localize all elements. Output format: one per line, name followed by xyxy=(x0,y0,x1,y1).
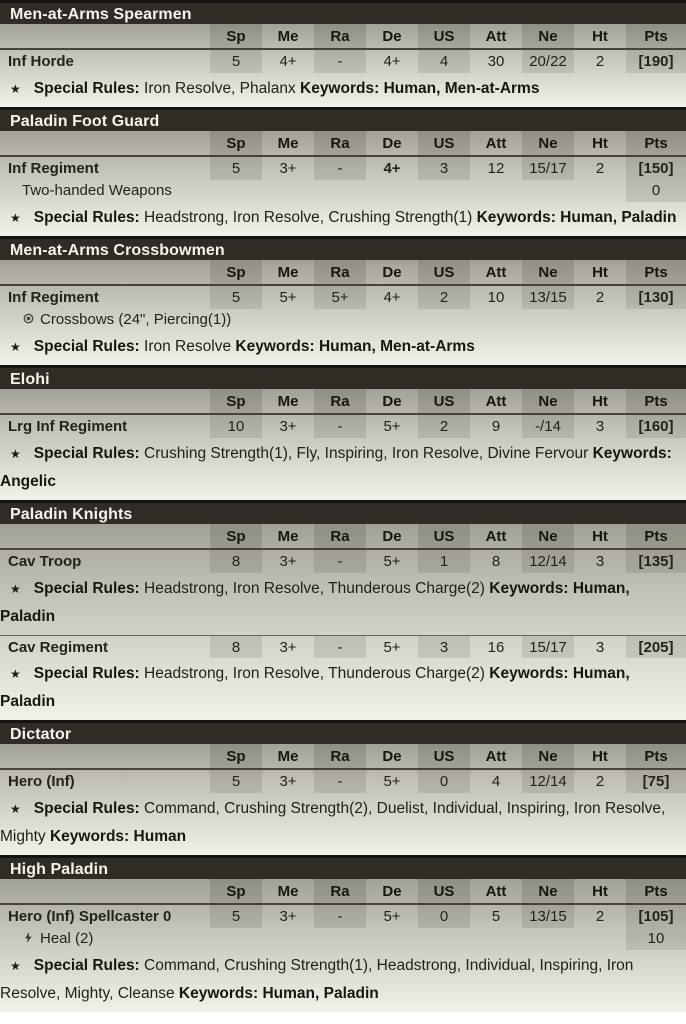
keywords-group xyxy=(235,338,474,355)
upgrade-points-value: 0 xyxy=(626,180,686,202)
special-rules-line xyxy=(0,573,686,635)
stat-header-spacer xyxy=(0,260,210,284)
special-rules-text: Command, Crushing Strength(1), Headstrong, Individual, Inspiring, Iron Resolve, Mighty, Cleanse xyxy=(0,957,634,1002)
stat-column-header: Sp xyxy=(210,744,262,768)
unit-stat-row xyxy=(0,50,686,73)
stat-value: 20/22 xyxy=(522,50,574,73)
stat-value: 2 xyxy=(595,773,605,790)
stat-column-header: Pts xyxy=(626,24,686,48)
stat-value: 8 xyxy=(210,550,262,573)
keywords-label: Keywords: xyxy=(476,209,556,226)
points-value: [205] xyxy=(626,636,686,658)
keywords-label: Keywords: xyxy=(592,445,672,462)
stat-column-header: De xyxy=(382,264,402,281)
special-rules-text: Iron Resolve, Phalanx xyxy=(144,80,296,97)
special-rules-star-icon: ★ xyxy=(10,447,21,461)
stat-header-row xyxy=(0,260,686,286)
stat-column-header: Ra xyxy=(314,389,366,413)
keywords-text: Human, Paladin xyxy=(560,209,677,226)
stat-column-header: Sp xyxy=(210,524,262,548)
stat-value: 3 xyxy=(595,418,605,435)
stat-column-header: Sp xyxy=(210,260,262,284)
stat-value: 2 xyxy=(595,160,605,177)
special-rules-text: Headstrong, Iron Resolve, Crushing Strength(1) xyxy=(144,209,473,226)
stat-value: 15/17 xyxy=(522,157,574,180)
stat-column-header: US xyxy=(418,879,470,903)
stat-header-row xyxy=(0,131,686,157)
stat-column-header: Ra xyxy=(314,260,366,284)
stat-value: 4 xyxy=(418,50,470,73)
stat-column-header: Att xyxy=(485,748,507,765)
upgrade-name xyxy=(0,309,626,331)
stat-column-header: Ne xyxy=(522,744,574,768)
keywords-group xyxy=(477,209,677,226)
unit-name: Cav Troop xyxy=(8,553,82,570)
stat-value: 2 xyxy=(595,289,605,306)
stat-column-header: Me xyxy=(277,883,299,900)
stat-header-row xyxy=(0,524,686,550)
stat-value: 3 xyxy=(595,639,605,656)
spell-bolt-icon xyxy=(22,928,35,950)
stat-value: 5+ xyxy=(383,773,401,790)
keywords-group xyxy=(179,985,379,1002)
unit-name-header: High Paladin xyxy=(0,855,686,879)
stat-column-header: De xyxy=(382,883,402,900)
special-rules-label: Special Rules: xyxy=(33,209,140,226)
stat-column-header: Pts xyxy=(626,744,686,768)
points-value: [135] xyxy=(626,550,686,573)
unit-stat-row xyxy=(0,770,686,793)
stat-header-spacer xyxy=(0,389,210,413)
special-rules-star-icon: ★ xyxy=(10,582,21,596)
stat-value: 12 xyxy=(487,160,505,177)
stat-value: 5 xyxy=(210,50,262,73)
keywords-label: Keywords: xyxy=(489,665,569,682)
special-rules-star-icon: ★ xyxy=(10,667,21,681)
stat-value: - xyxy=(314,905,366,928)
upgrade-points-value: 10 xyxy=(626,928,686,950)
upgrade-name xyxy=(0,928,626,950)
keywords-text: Angelic xyxy=(0,473,56,490)
stat-column-header: Ra xyxy=(314,524,366,548)
keywords-text: Human, Men-at-Arms xyxy=(318,338,475,355)
stat-column-header: Me xyxy=(277,748,299,765)
stat-value: 1 xyxy=(418,550,470,573)
points-value: [130] xyxy=(626,286,686,309)
stat-value: 0 xyxy=(418,905,470,928)
stat-column-header: Me xyxy=(277,264,299,281)
stat-value: 5 xyxy=(210,905,262,928)
stat-value: 3 xyxy=(595,553,605,570)
special-rules-star-icon: ★ xyxy=(10,959,21,973)
unit-name: Inf Regiment xyxy=(8,289,99,306)
special-rules-line xyxy=(0,73,686,107)
stat-value: 4+ xyxy=(383,160,401,177)
stat-value: - xyxy=(314,157,366,180)
stat-column-header: De xyxy=(382,748,402,765)
stat-header-spacer xyxy=(0,131,210,155)
stat-value: 15/17 xyxy=(522,636,574,658)
points-value: [105] xyxy=(626,905,686,928)
stat-column-header: De xyxy=(382,28,402,45)
stat-column-header: Ht xyxy=(592,135,608,152)
stat-column-header: Me xyxy=(277,28,299,45)
stat-value: 3+ xyxy=(279,160,297,177)
unit-name-header: Men-at-Arms Spearmen xyxy=(0,0,686,24)
upgrade-label: Heal (2) xyxy=(40,930,94,947)
stat-value: 8 xyxy=(210,636,262,658)
stat-column-header: De xyxy=(382,393,402,410)
stat-header-row xyxy=(0,744,686,770)
stat-column-header: Ht xyxy=(592,528,608,545)
unit-section-body xyxy=(0,389,686,500)
keywords-label: Keywords: xyxy=(49,828,130,845)
stat-column-header: Ne xyxy=(522,24,574,48)
special-rules-line xyxy=(0,950,686,1012)
special-rules-star-icon: ★ xyxy=(10,340,21,354)
stat-column-header: US xyxy=(418,524,470,548)
special-rules-label: Special Rules: xyxy=(33,957,140,974)
stat-header-spacer xyxy=(0,879,210,903)
stat-value: 4+ xyxy=(383,53,401,70)
unit-name-header: Elohi xyxy=(0,365,686,389)
special-rules-text: Iron Resolve xyxy=(144,338,232,355)
unit-section-body xyxy=(0,879,686,1012)
unit-section-body xyxy=(0,24,686,107)
unit-stat-row xyxy=(0,415,686,438)
stat-value: 2 xyxy=(418,286,470,309)
special-rules-label: Special Rules: xyxy=(33,338,140,355)
unit-name: Lrg Inf Regiment xyxy=(8,418,128,435)
special-rules-label: Special Rules: xyxy=(33,80,140,97)
stat-column-header: Ra xyxy=(314,879,366,903)
stat-header-spacer xyxy=(0,24,210,48)
unit-section xyxy=(0,107,686,236)
stat-value: 10 xyxy=(487,289,505,306)
stat-value: 5+ xyxy=(383,553,401,570)
stat-value: - xyxy=(314,550,366,573)
stat-value: 9 xyxy=(491,418,501,435)
stat-value: - xyxy=(314,636,366,658)
stat-value: 2 xyxy=(418,415,470,438)
stat-column-header: Pts xyxy=(626,260,686,284)
stat-value: 30 xyxy=(487,53,505,70)
upgrade-row xyxy=(0,180,686,202)
keywords-text: Human, Men-at-Arms xyxy=(383,80,540,97)
special-rules-line xyxy=(0,793,686,855)
points-value: [190] xyxy=(626,50,686,73)
stat-column-header: Pts xyxy=(626,879,686,903)
upgrade-row xyxy=(0,928,686,950)
special-rules-line xyxy=(0,202,686,236)
stat-column-header: Ra xyxy=(314,744,366,768)
stat-value: 3+ xyxy=(279,418,297,435)
stat-column-header: Pts xyxy=(626,131,686,155)
unit-section-body xyxy=(0,524,686,720)
stat-column-header: Ht xyxy=(592,393,608,410)
stat-column-header: Sp xyxy=(210,879,262,903)
keywords-label: Keywords: xyxy=(178,985,259,1002)
stat-header-row xyxy=(0,389,686,415)
stat-value: 3+ xyxy=(279,908,297,925)
stat-column-header: Ht xyxy=(592,883,608,900)
stat-value: 5 xyxy=(210,157,262,180)
stat-value: 3+ xyxy=(279,639,297,656)
unit-name: Inf Regiment xyxy=(8,160,99,177)
upgrade-points-value xyxy=(626,309,686,331)
unit-section-body xyxy=(0,260,686,365)
special-rules-star-icon: ★ xyxy=(10,802,21,816)
stat-value: 4+ xyxy=(279,53,297,70)
stat-column-header: De xyxy=(382,528,402,545)
unit-name: Inf Horde xyxy=(8,53,74,70)
keywords-label: Keywords: xyxy=(489,580,569,597)
special-rules-line xyxy=(0,658,686,720)
unit-name-header: Dictator xyxy=(0,720,686,744)
stat-value: 4 xyxy=(491,773,501,790)
unit-name-header: Men-at-Arms Crossbowmen xyxy=(0,236,686,260)
stat-column-header: Att xyxy=(485,135,507,152)
stat-column-header: Me xyxy=(277,528,299,545)
stat-header-spacer xyxy=(0,744,210,768)
stat-column-header: US xyxy=(418,260,470,284)
stat-value: 5+ xyxy=(279,289,297,306)
unit-stat-row xyxy=(0,905,686,928)
stat-column-header: Ra xyxy=(314,24,366,48)
keywords-label: Keywords: xyxy=(235,338,315,355)
unit-name: Hero (Inf) xyxy=(8,773,75,790)
unit-section xyxy=(0,500,686,720)
special-rules-star-icon: ★ xyxy=(10,211,21,225)
upgrade-label: Two-handed Weapons xyxy=(22,182,172,199)
stat-column-header: Att xyxy=(485,393,507,410)
special-rules-text: Command, Crushing Strength(2), Duelist, Individual, Inspiring, Iron Resolve, Mighty xyxy=(0,800,666,845)
stat-value: 12/14 xyxy=(522,550,574,573)
keywords-text: Human, Paladin xyxy=(0,665,630,710)
stat-value: - xyxy=(314,770,366,793)
stat-column-header: De xyxy=(382,135,402,152)
special-rules-line xyxy=(0,438,686,500)
special-rules-label: Special Rules: xyxy=(33,445,140,462)
stat-value: 4+ xyxy=(383,289,401,306)
keywords-group xyxy=(300,80,539,97)
keywords-group xyxy=(50,828,186,845)
stat-column-header: Ne xyxy=(522,879,574,903)
stat-column-header: Ne xyxy=(522,389,574,413)
special-rules-text: Crushing Strength(1), Fly, Inspiring, Iron Resolve, Divine Fervour xyxy=(144,445,589,462)
points-value: [150] xyxy=(626,157,686,180)
stat-value: 5 xyxy=(210,286,262,309)
stat-column-header: US xyxy=(418,389,470,413)
special-rules-label: Special Rules: xyxy=(33,665,140,682)
upgrade-row xyxy=(0,309,686,331)
keywords-text: Human, Paladin xyxy=(262,985,379,1002)
stat-value: 0 xyxy=(418,770,470,793)
unit-stat-row xyxy=(0,286,686,309)
special-rules-line xyxy=(0,331,686,365)
stat-value: 10 xyxy=(210,415,262,438)
stat-column-header: Ht xyxy=(592,28,608,45)
stat-column-header: Att xyxy=(485,528,507,545)
stat-value: 3+ xyxy=(279,773,297,790)
stat-header-spacer xyxy=(0,524,210,548)
points-value: [160] xyxy=(626,415,686,438)
stat-column-header: Me xyxy=(277,135,299,152)
stat-value: 3 xyxy=(418,157,470,180)
special-rules-label: Special Rules: xyxy=(33,800,140,817)
stat-value: - xyxy=(314,415,366,438)
unit-section xyxy=(0,855,686,1012)
stat-value: 13/15 xyxy=(522,905,574,928)
keywords-label: Keywords: xyxy=(300,80,380,97)
stat-column-header: Pts xyxy=(626,389,686,413)
stat-value: - xyxy=(314,50,366,73)
stat-value: 5 xyxy=(491,908,501,925)
stat-value: 13/15 xyxy=(522,286,574,309)
stat-value: 2 xyxy=(595,908,605,925)
unit-section xyxy=(0,720,686,855)
stat-value: 8 xyxy=(491,553,501,570)
unit-section-body xyxy=(0,744,686,855)
unit-stat-row xyxy=(0,550,686,573)
special-rules-label: Special Rules: xyxy=(33,580,140,597)
keywords-text: Human, Paladin xyxy=(0,580,630,625)
upgrade-name xyxy=(0,180,626,202)
unit-name-header: Paladin Knights xyxy=(0,500,686,524)
stat-column-header: Pts xyxy=(626,524,686,548)
ranged-attack-icon xyxy=(22,309,35,331)
stat-value: 5 xyxy=(210,770,262,793)
special-rules-star-icon: ★ xyxy=(10,82,21,96)
special-rules-text: Headstrong, Iron Resolve, Thunderous Charge(2) xyxy=(144,580,485,597)
stat-column-header: Att xyxy=(485,883,507,900)
unit-section xyxy=(0,236,686,365)
unit-stat-row xyxy=(0,635,686,658)
stat-value: 5+ xyxy=(383,908,401,925)
stat-header-row xyxy=(0,24,686,50)
unit-stat-row xyxy=(0,157,686,180)
stat-column-header: Sp xyxy=(210,24,262,48)
stat-column-header: Me xyxy=(277,393,299,410)
unit-name-header: Paladin Foot Guard xyxy=(0,107,686,131)
unit-name: Hero (Inf) Spellcaster 0 xyxy=(8,908,172,925)
stat-value: 3+ xyxy=(279,553,297,570)
stat-value: 16 xyxy=(487,639,505,656)
stat-column-header: Sp xyxy=(210,131,262,155)
stat-value: 3 xyxy=(418,636,470,658)
stat-column-header: Ht xyxy=(592,748,608,765)
stat-value: 2 xyxy=(595,53,605,70)
keywords-text: Human xyxy=(133,828,187,845)
stat-header-row xyxy=(0,879,686,905)
stat-column-header: Ht xyxy=(592,264,608,281)
stat-value: 12/14 xyxy=(522,770,574,793)
unit-name: Cav Regiment xyxy=(8,639,109,656)
stat-column-header: Ra xyxy=(314,131,366,155)
unit-section xyxy=(0,0,686,107)
stat-column-header: US xyxy=(418,24,470,48)
unit-section xyxy=(0,365,686,500)
stat-column-header: Att xyxy=(485,264,507,281)
stat-value: 5+ xyxy=(383,639,401,656)
unit-section-body xyxy=(0,131,686,236)
stat-value: 5+ xyxy=(314,286,366,309)
special-rules-text: Headstrong, Iron Resolve, Thunderous Charge(2) xyxy=(144,665,485,682)
upgrade-label: Crossbows (24", Piercing(1)) xyxy=(40,311,232,328)
stat-value: -/14 xyxy=(522,415,574,438)
stat-column-header: Ne xyxy=(522,524,574,548)
stat-column-header: US xyxy=(418,744,470,768)
stat-value: 5+ xyxy=(383,418,401,435)
stat-column-header: Att xyxy=(485,28,507,45)
stat-column-header: Sp xyxy=(210,389,262,413)
stat-column-header: US xyxy=(418,131,470,155)
stat-column-header: Ne xyxy=(522,131,574,155)
stat-column-header: Ne xyxy=(522,260,574,284)
points-value: [75] xyxy=(626,770,686,793)
